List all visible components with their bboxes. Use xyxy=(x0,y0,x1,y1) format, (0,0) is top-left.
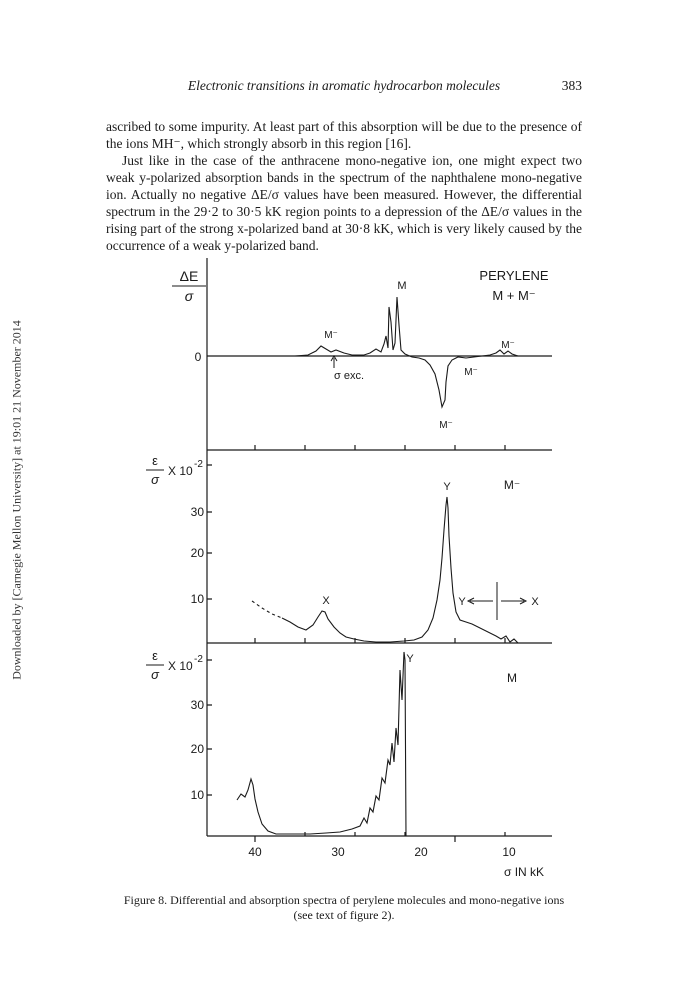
x-tick-20: 20 xyxy=(414,845,428,859)
species-label-mid: M⁻ xyxy=(503,478,521,492)
label-y-arrow: Y xyxy=(458,596,466,608)
label-x-arrow: X xyxy=(531,596,539,608)
label-m-top: M xyxy=(397,280,407,292)
figure-caption xyxy=(106,893,582,923)
label-x-band: X xyxy=(322,595,330,607)
sigma-label-bot: σ xyxy=(151,667,159,682)
paragraph-1: ascribed to some impurity. At least part of this absorption will be due to the presence of the ions MH⁻, which strongly absorb in this region [16]. xyxy=(106,119,582,151)
species-title: M + M⁻ xyxy=(492,288,536,303)
exponent-label-mid: -2 xyxy=(194,459,203,470)
caption-line-1: Figure 8. Differential and absorption spectra of perylene molecules and mono-negative ions xyxy=(123,893,565,907)
multiplier-label-bot: X 10 xyxy=(168,659,193,673)
label-m-minus-right-up: M⁻ xyxy=(501,340,515,351)
running-head-title: Electronic transitions in aromatic hydrocarbon molecules xyxy=(187,78,501,93)
exponent-label-bot: -2 xyxy=(194,654,203,665)
y-axis-ticks xyxy=(207,465,212,795)
zero-label: 0 xyxy=(194,350,202,364)
mono-negative-ion-spectrum-dashed xyxy=(252,601,282,618)
tick-30-bot: 30 xyxy=(190,698,204,712)
page-number: 383 xyxy=(561,78,582,93)
x-axis-label: σ IN kK xyxy=(503,865,545,879)
label-y-band: Y xyxy=(443,481,451,493)
label-y-band-bot: Y xyxy=(406,653,414,665)
molecule-spectrum-curve xyxy=(237,652,406,836)
sigma-label-mid: σ xyxy=(151,472,159,487)
multiplier-label-mid: X 10 xyxy=(168,464,193,478)
x-tick-30: 30 xyxy=(331,845,345,859)
tick-30-mid: 30 xyxy=(190,505,204,519)
label-m-minus-left: M⁻ xyxy=(324,330,338,341)
species-label-bot: M xyxy=(507,671,517,685)
tick-10-bot: 10 xyxy=(190,788,204,802)
delta-e-label: ΔE xyxy=(179,268,199,284)
paragraph-2: Just like in the case of the anthracene mono-negative ion, one might expect two weak y-polarized absorption bands in the spectrum of the naphthalene mono-negative ion. Actually no negative ΔE/σ values have been measured. However, the differential spectrum in the 29·2 to 30·5 kK region points to a depression of the ΔE/σ values in the rising part of the strong x-polarized band at 30·8 kK, which is very likely caused by the occurrence of a weak y-polarized band. xyxy=(106,153,582,253)
tick-10-mid: 10 xyxy=(190,592,204,606)
perylene-title: PERYLENE xyxy=(479,268,549,283)
download-notice-text: Downloaded by [Carnegie Mellon University] at 19:01 21 November 2014 xyxy=(9,320,24,680)
tick-20-mid: 20 xyxy=(190,546,204,560)
label-m-minus-dip: M⁻ xyxy=(439,420,453,431)
caption-line-2: (see text of figure 2). xyxy=(293,908,395,922)
sigma-label-top: σ xyxy=(184,288,194,304)
epsilon-label-bot: ε xyxy=(152,648,158,663)
tick-20-bot: 20 xyxy=(190,742,204,756)
label-sigma-exc: σ exc. xyxy=(333,370,365,382)
label-m-minus-right-dn: M⁻ xyxy=(464,367,478,378)
mono-negative-ion-spectrum-curve xyxy=(282,497,518,643)
x-tick-40: 40 xyxy=(248,845,262,859)
epsilon-label-mid: ε xyxy=(152,453,158,468)
x-tick-10: 10 xyxy=(502,845,516,859)
differential-spectrum-curve xyxy=(295,297,518,407)
